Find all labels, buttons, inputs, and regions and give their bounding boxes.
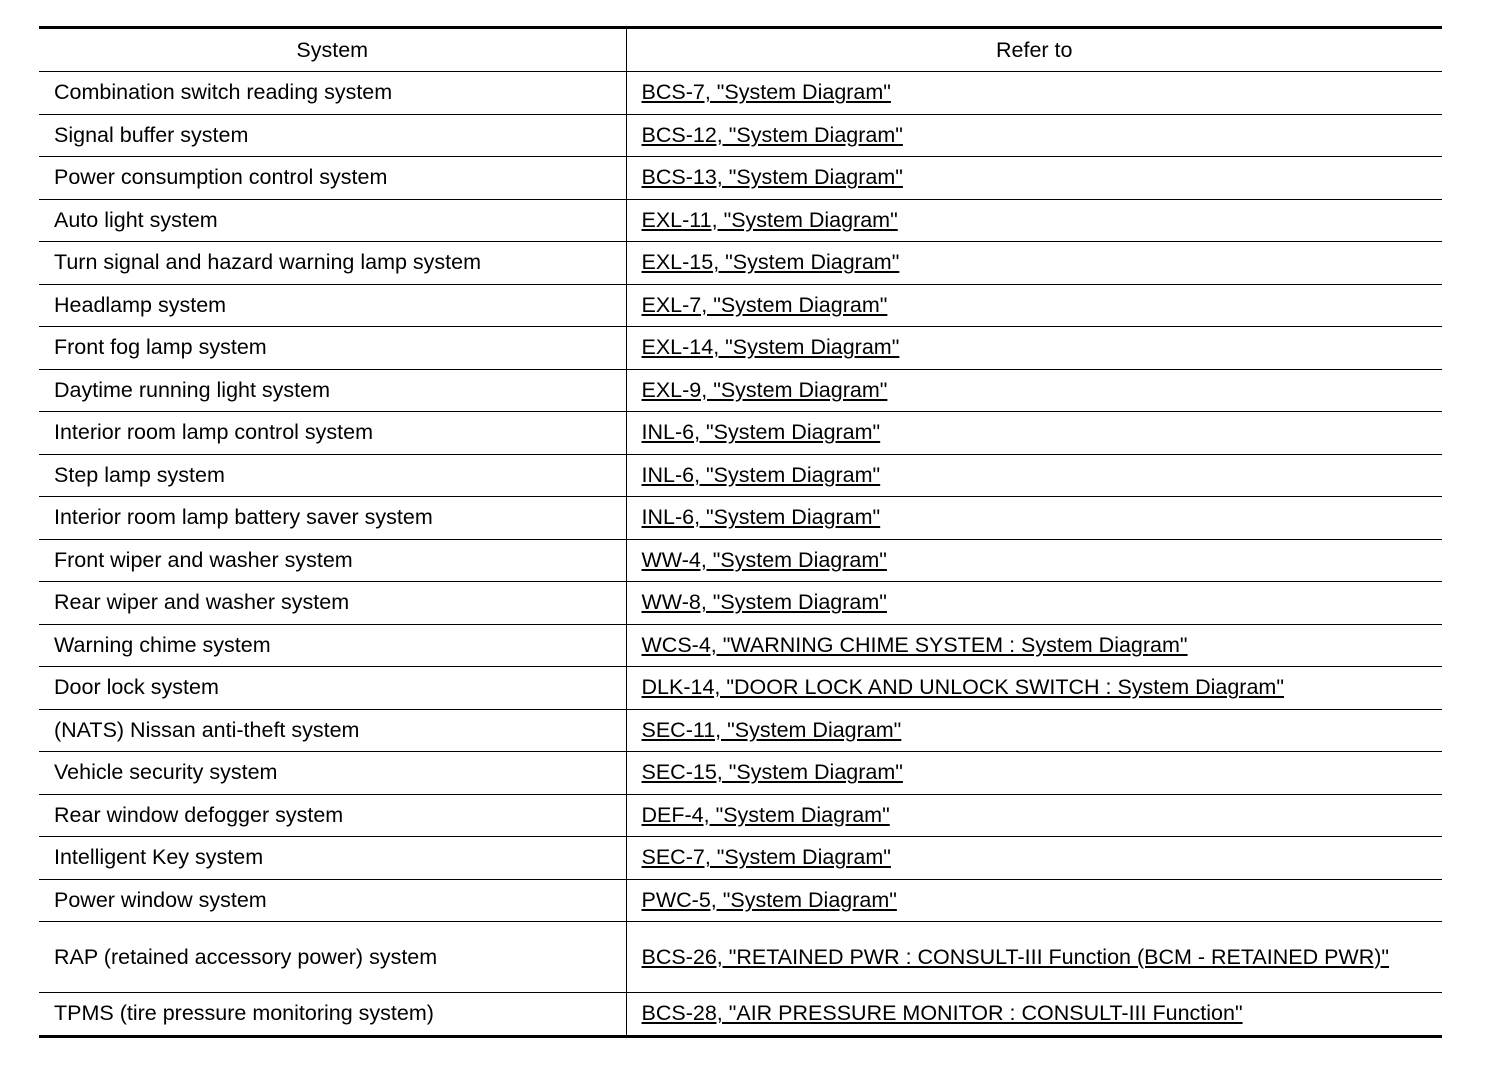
system-name: Interior room lamp battery saver system <box>39 497 626 540</box>
table-row <box>39 454 1442 497</box>
table-row <box>39 879 1442 922</box>
reference-cell <box>626 993 1442 1037</box>
reference-cell <box>626 454 1442 497</box>
reference-cell <box>626 922 1442 993</box>
system-name: Vehicle security system <box>39 752 626 795</box>
table-row <box>39 327 1442 370</box>
system-name: Headlamp system <box>39 284 626 327</box>
reference-cell <box>626 539 1442 582</box>
reference-link[interactable]: DEF-4, "System Diagram" <box>641 802 890 827</box>
reference-cell <box>626 284 1442 327</box>
reference-cell <box>626 582 1442 625</box>
reference-cell <box>626 114 1442 157</box>
reference-link[interactable]: INL-6, "System Diagram" <box>641 462 881 487</box>
table-row <box>39 497 1442 540</box>
reference-cell <box>626 837 1442 880</box>
reference-cell <box>626 199 1442 242</box>
system-name: Rear window defogger system <box>39 794 626 837</box>
table-row <box>39 837 1442 880</box>
reference-link[interactable]: EXL-9, "System Diagram" <box>641 377 888 402</box>
reference-cell <box>626 497 1442 540</box>
reference-cell <box>626 624 1442 667</box>
system-name: Door lock system <box>39 667 626 710</box>
reference-cell <box>626 752 1442 795</box>
system-name: Turn signal and hazard warning lamp system <box>39 242 626 285</box>
reference-link[interactable]: INL-6, "System Diagram" <box>641 420 881 445</box>
reference-link[interactable]: WW-4, "System Diagram" <box>641 547 887 572</box>
reference-link[interactable]: BCS-12, "System Diagram" <box>641 122 903 147</box>
table-row <box>39 667 1442 710</box>
reference-link[interactable]: DLK-14, "DOOR LOCK AND UNLOCK SWITCH : System Diagram" <box>641 675 1284 700</box>
system-name: RAP (retained accessory power) system <box>39 922 626 993</box>
reference-link[interactable]: EXL-14, "System Diagram" <box>641 335 900 360</box>
table-row <box>39 284 1442 327</box>
reference-link[interactable]: WCS-4, "WARNING CHIME SYSTEM : System Diagram" <box>641 632 1188 657</box>
reference-cell <box>626 327 1442 370</box>
reference-cell <box>626 369 1442 412</box>
reference-link[interactable]: BCS-26, "RETAINED PWR : CONSULT-III Function (BCM - RETAINED PWR)" <box>641 944 1390 969</box>
reference-link[interactable]: BCS-13, "System Diagram" <box>641 165 903 190</box>
reference-cell <box>626 794 1442 837</box>
header-system: System <box>39 28 626 72</box>
reference-link[interactable]: BCS-7, "System Diagram" <box>641 80 891 105</box>
table-row <box>39 752 1442 795</box>
system-name: Daytime running light system <box>39 369 626 412</box>
table-row <box>39 412 1442 455</box>
system-name: Combination switch reading system <box>39 72 626 115</box>
reference-link[interactable]: SEC-7, "System Diagram" <box>641 845 891 870</box>
system-name: TPMS (tire pressure monitoring system) <box>39 993 626 1037</box>
table-row <box>39 794 1442 837</box>
reference-link[interactable]: SEC-15, "System Diagram" <box>641 760 903 785</box>
table-row <box>39 922 1442 993</box>
reference-cell <box>626 242 1442 285</box>
system-name: Rear wiper and washer system <box>39 582 626 625</box>
reference-cell <box>626 72 1442 115</box>
system-name: Interior room lamp control system <box>39 412 626 455</box>
table-header-row <box>39 28 1442 72</box>
reference-cell <box>626 157 1442 200</box>
system-name: Auto light system <box>39 199 626 242</box>
system-name: Front wiper and washer system <box>39 539 626 582</box>
table-row <box>39 624 1442 667</box>
reference-cell <box>626 412 1442 455</box>
reference-link[interactable]: EXL-7, "System Diagram" <box>641 292 888 317</box>
reference-link[interactable]: INL-6, "System Diagram" <box>641 505 881 530</box>
system-name: Step lamp system <box>39 454 626 497</box>
reference-link[interactable]: SEC-11, "System Diagram" <box>641 717 902 742</box>
table-row <box>39 539 1442 582</box>
system-name: Warning chime system <box>39 624 626 667</box>
reference-cell <box>626 709 1442 752</box>
reference-link[interactable]: EXL-11, "System Diagram" <box>641 207 898 232</box>
system-name: Signal buffer system <box>39 114 626 157</box>
reference-link[interactable]: WW-8, "System Diagram" <box>641 590 887 615</box>
system-name: (NATS) Nissan anti-theft system <box>39 709 626 752</box>
reference-link[interactable]: EXL-15, "System Diagram" <box>641 250 900 275</box>
table-row <box>39 993 1442 1037</box>
table-row <box>39 582 1442 625</box>
system-reference-table <box>39 26 1442 1038</box>
table-row <box>39 369 1442 412</box>
system-name: Power window system <box>39 879 626 922</box>
system-name: Power consumption control system <box>39 157 626 200</box>
table-row <box>39 72 1442 115</box>
header-refer-to: Refer to <box>626 28 1442 72</box>
reference-link[interactable]: BCS-28, "AIR PRESSURE MONITOR : CONSULT-III Function" <box>641 1001 1243 1026</box>
reference-cell <box>626 667 1442 710</box>
table-row <box>39 199 1442 242</box>
reference-link[interactable]: PWC-5, "System Diagram" <box>641 887 897 912</box>
table-row <box>39 242 1442 285</box>
system-name: Front fog lamp system <box>39 327 626 370</box>
table-row <box>39 709 1442 752</box>
system-name: Intelligent Key system <box>39 837 626 880</box>
table-row <box>39 157 1442 200</box>
table-row <box>39 114 1442 157</box>
reference-cell <box>626 879 1442 922</box>
